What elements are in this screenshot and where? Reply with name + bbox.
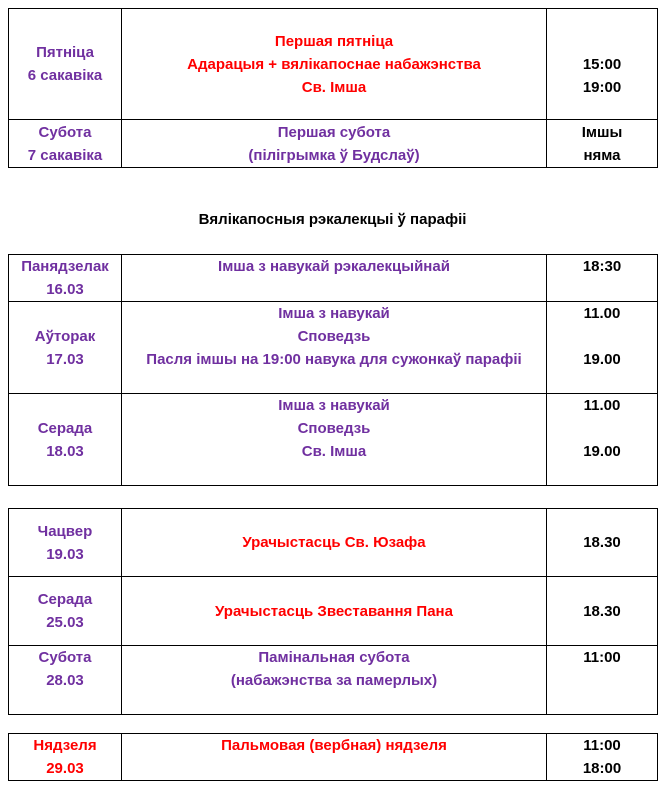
- time-line: 18:30: [582, 258, 622, 275]
- day-name: Серада: [37, 591, 93, 608]
- day-date: 18.03: [46, 442, 84, 460]
- day-date: 25.03: [46, 614, 84, 631]
- table-row: [9, 302, 658, 394]
- time-cell: [547, 734, 658, 781]
- event-line: Імша з навукай рэкалекцыйнай: [218, 258, 450, 275]
- time-line: 18:00: [582, 760, 622, 777]
- time-cell: [547, 120, 658, 168]
- event-cell: [122, 394, 547, 486]
- day-cell: [9, 577, 122, 646]
- event-line: Памінальная субота: [258, 649, 410, 666]
- time-line: 19:00: [582, 78, 622, 96]
- time-cell: [547, 394, 658, 486]
- day-name: Панядзелак: [21, 258, 109, 275]
- day-date: 7 сакавіка: [27, 146, 103, 164]
- schedule-table-palm-sunday: [8, 733, 658, 781]
- event-line: Пальмовая (вербная) нядзеля: [221, 737, 447, 754]
- event-line: Першая субота: [277, 123, 391, 141]
- event-cell: [122, 577, 547, 646]
- day-cell: [9, 734, 122, 781]
- event-cell: [122, 255, 547, 302]
- event-line: Пасля імшы на 19:00 навука для сужонкаў парафіі: [146, 351, 522, 368]
- time-cell: [547, 255, 658, 302]
- day-date: 6 сакавіка: [27, 67, 103, 84]
- time-line: Імшы: [581, 123, 623, 141]
- schedule-table-feasts: [8, 508, 658, 715]
- day-cell: [9, 255, 122, 302]
- time-line: няма: [583, 146, 621, 164]
- event-line: Імша з навукай: [278, 305, 390, 322]
- table-row: [9, 255, 658, 302]
- table-row: [9, 509, 658, 577]
- event-line: Імша з навукай: [278, 397, 390, 414]
- event-cell: [122, 509, 547, 577]
- time-cell: [547, 577, 658, 646]
- time-cell: [547, 302, 658, 394]
- section-heading: Вялікапосныя рэкалекцыі ў парафіі: [198, 211, 467, 228]
- time-line: [547, 325, 657, 348]
- event-cell: [122, 120, 547, 168]
- table-row: [9, 394, 658, 486]
- event-line: Св. Імша: [301, 443, 367, 460]
- day-date: 28.03: [46, 672, 84, 689]
- time-line: 11.00: [583, 397, 621, 414]
- table-row: [9, 120, 658, 168]
- day-cell: [9, 302, 122, 394]
- time-line: 11:00: [583, 737, 621, 754]
- time-line: 11.00: [583, 305, 621, 322]
- time-cell: [547, 646, 658, 715]
- day-cell: [9, 646, 122, 715]
- event-cell: [122, 734, 547, 781]
- day-cell: [9, 509, 122, 577]
- day-name: Пятніца: [36, 44, 94, 61]
- table-row: [9, 9, 658, 120]
- event-cell: [122, 9, 547, 120]
- day-cell: [9, 120, 122, 168]
- event-cell: [122, 302, 547, 394]
- day-name: Чацвер: [37, 522, 93, 540]
- time-line: 15:00: [582, 55, 622, 73]
- event-line: (набажэнства за памерлых): [230, 672, 438, 689]
- event-line: (пілігрымка ў Будслаў): [248, 146, 420, 164]
- day-name: Аўторак: [34, 327, 96, 345]
- table-row: [9, 646, 658, 715]
- day-date: 16.03: [46, 281, 84, 298]
- event-line: Першая пятніца: [274, 32, 394, 50]
- day-name: Субота: [38, 649, 92, 666]
- event-line: Св. Імша: [301, 78, 367, 96]
- day-name: Нядзеля: [33, 737, 97, 754]
- schedule-table-first-week: [8, 8, 658, 168]
- day-cell: [9, 394, 122, 486]
- day-date: 19.03: [46, 545, 84, 563]
- time-line: 19.00: [583, 443, 621, 460]
- table-row: [9, 734, 658, 781]
- day-date: 17.03: [46, 350, 84, 368]
- time-line: 19.00: [583, 351, 621, 368]
- schedule-table-retreat: [8, 254, 658, 486]
- time-line: 18.30: [583, 602, 621, 620]
- time-line: 18.30: [583, 534, 621, 551]
- event-cell: [122, 646, 547, 715]
- event-line: Споведзь: [297, 420, 371, 437]
- day-cell: [9, 9, 122, 120]
- event-line: Урачыстасць Св. Юзафа: [242, 534, 426, 551]
- event-line: Адарацыя + вялікапоснае набажэнства: [187, 55, 481, 73]
- event-line: Споведзь: [297, 328, 371, 345]
- event-line: Урачыстасць Звеставання Пана: [215, 602, 453, 620]
- day-name: Серада: [37, 419, 93, 437]
- day-name: Субота: [38, 123, 92, 141]
- table-row: [9, 577, 658, 646]
- time-line: [547, 417, 657, 440]
- day-date: 29.03: [46, 760, 84, 777]
- time-cell: [547, 9, 658, 120]
- time-line: [547, 30, 657, 53]
- time-cell: [547, 509, 658, 577]
- time-line: 11:00: [583, 649, 621, 666]
